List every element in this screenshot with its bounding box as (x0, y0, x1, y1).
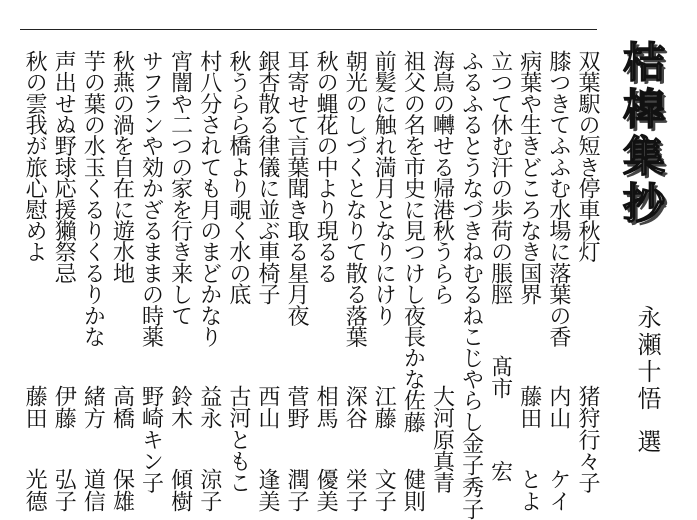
haiku-text: 病葉や生きどころなき国界 (516, 50, 542, 305)
haiku-author (106, 385, 137, 512)
haiku-entry (195, 50, 224, 512)
author-family-name: 鈴木 (167, 385, 193, 429)
haiku-text: 前髪に触れ満月となりにけり (371, 50, 397, 326)
haiku-author (543, 385, 574, 512)
haiku-entry (457, 50, 486, 520)
author-given-name: とよ (516, 468, 542, 512)
haiku-text: 耳寄せて言葉聞き取る星月夜 (284, 50, 310, 326)
author-family-name: 髙市 (487, 355, 513, 399)
author-family-name: 内山 (545, 385, 571, 429)
author-family-name: 大河原真青 (429, 385, 455, 494)
author-family-name: 藤田 (22, 385, 48, 429)
author-given-name: 優美 (313, 468, 339, 512)
haiku-text: 宵闇や二つの家を行き来して (167, 50, 193, 326)
author-given-name: 傾樹 (167, 468, 193, 512)
haiku-author (77, 385, 108, 512)
haiku-author (223, 385, 254, 512)
top-rule (20, 29, 597, 30)
haiku-text: 立つて休む汗の歩荷の脹脛 (487, 50, 513, 305)
haiku-entry (369, 50, 398, 512)
haiku-author (165, 385, 196, 512)
haiku-text: 朝光のしづくとなりて散る落葉 (342, 50, 368, 347)
haiku-entry (427, 50, 456, 512)
author-family-name: 菅野 (284, 385, 310, 429)
haiku-text: 芋の葉の水玉くるりくるりかな (80, 50, 106, 347)
author-given-name: 逢美 (254, 468, 280, 512)
haiku-entry (311, 50, 340, 512)
haiku-entry (137, 50, 166, 512)
haiku-text: 銀杏散る律儀に並ぶ車椅子 (254, 50, 280, 305)
author-family-name: 金子 (458, 431, 484, 476)
haiku-text: 秋の蝿花の中より現るる (313, 50, 339, 284)
author-family-name: 高橋 (109, 385, 135, 429)
haiku-author (456, 432, 487, 520)
author-family-name: 益永 (196, 385, 222, 429)
haiku-entry (398, 50, 427, 512)
haiku-text: 双葉駅の短き停車秋灯 (574, 50, 600, 263)
author-given-name: 栄子 (342, 468, 368, 512)
haiku-entry (282, 50, 311, 512)
haiku-text: 祖父の名を市史に見つけし夜長かな (400, 50, 426, 390)
haiku-text: 声出せぬ野球応援獺祭忌 (51, 50, 77, 284)
haiku-entry (573, 50, 602, 512)
author-given-name: 宏 (487, 460, 513, 482)
author-given-name: 保雄 (109, 468, 135, 512)
author-family-name: 相馬 (313, 385, 339, 429)
haiku-author (514, 385, 545, 512)
author-family-name: 江藤 (371, 385, 397, 429)
author-given-name: 文子 (371, 468, 397, 512)
author-family-name: 佐藤 (400, 389, 426, 434)
haiku-entry (166, 50, 195, 512)
haiku-entry (515, 50, 544, 512)
author-given-name: 秀子 (458, 475, 484, 520)
haiku-entry (224, 50, 253, 512)
haiku-entry (107, 50, 136, 512)
author-family-name: 西山 (254, 385, 280, 429)
haiku-author (19, 385, 50, 512)
haiku-author (310, 385, 341, 512)
haiku-author (252, 385, 283, 512)
haiku-author (368, 385, 399, 512)
haiku-text: 膝つきてふふむ水場に落葉の香 (545, 50, 571, 347)
haiku-author (339, 385, 370, 512)
haiku-author (194, 385, 225, 512)
haiku-author (136, 385, 167, 512)
haiku-author (572, 385, 603, 512)
selector-mark: 選 (633, 429, 661, 456)
selector-name: 永瀬十悟 (633, 305, 661, 413)
haiku-entry (544, 50, 573, 512)
haiku-text: 村八分されても月のまどかなり (196, 50, 222, 347)
author-family-name: 緒方 (80, 385, 106, 429)
haiku-entry (253, 50, 282, 512)
haiku-entry (78, 50, 107, 512)
haiku-entry (486, 50, 515, 512)
author-given-name: 健則 (400, 468, 426, 512)
haiku-list (20, 50, 602, 520)
haiku-author (281, 385, 312, 512)
haiku-author (48, 385, 79, 512)
author-family-name: 藤田 (516, 385, 542, 429)
haiku-text: 秋うらら橋より覗く水の底 (225, 50, 251, 305)
haiku-entry (20, 50, 49, 512)
haiku-author (426, 385, 457, 512)
haiku-text: サフランや効かざるままの時薬 (138, 50, 164, 347)
author-given-name: 潤子 (284, 468, 310, 512)
author-given-name: 涼子 (196, 468, 222, 512)
author-given-name: 光德 (22, 468, 48, 512)
selector-credit (630, 305, 664, 456)
author-given-name: 弘子 (51, 468, 77, 512)
author-family-name: 伊藤 (51, 385, 77, 429)
haiku-text: 秋燕の渦を自在に遊水地 (109, 50, 135, 284)
page-title: 桔槹集抄 (617, 40, 666, 228)
author-family-name: 古河ともこ (225, 385, 251, 494)
haiku-entry (49, 50, 78, 512)
haiku-entry (340, 50, 369, 512)
author-given-name: 道信 (80, 468, 106, 512)
author-family-name: 野崎キン子 (138, 385, 164, 494)
haiku-text: 海鳥の囀せる帰港秋うらら (429, 50, 455, 305)
haiku-text: 秋の雲我が旅心慰めよ (22, 50, 48, 263)
haiku-author (397, 389, 428, 512)
haiku-author (485, 355, 516, 512)
author-family-name: 猪狩行々子 (574, 385, 600, 494)
author-given-name: ケイ (545, 468, 571, 512)
haiku-text: ふるふるとうなづきねむるねこじやらし (458, 50, 484, 432)
author-family-name: 深谷 (342, 385, 368, 429)
